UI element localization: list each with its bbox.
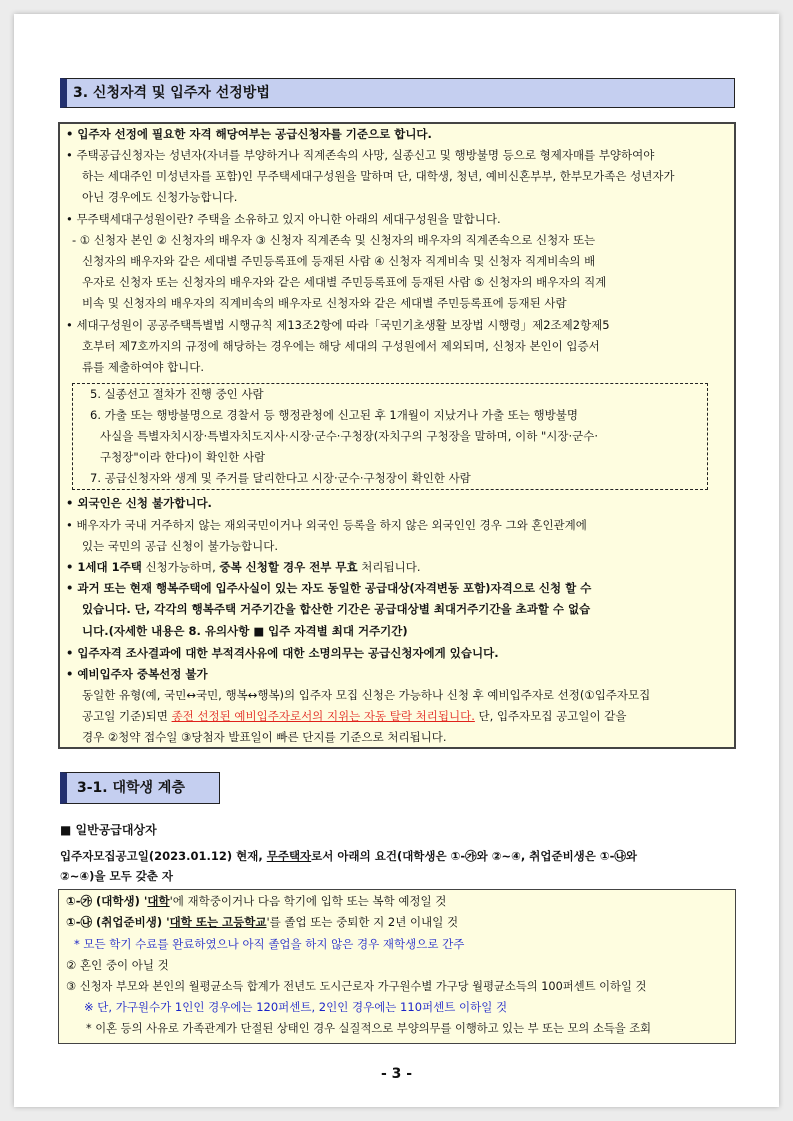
criteria-note: * 모든 학기 수료를 완료하였으나 아직 졸업을 하지 않은 경우 재학생으로 간주: [74, 937, 465, 951]
rule-line: • 주택공급신청자는 성년자(자녀를 부양하거나 직계존속의 사망, 실종신고 및 행방불명 등으로 형제자매를 부양하여야: [66, 148, 655, 162]
criteria-line: ② 혼인 중이 아닐 것: [66, 958, 169, 972]
criteria-note: * 이혼 등의 사유로 가족관계가 단절된 상태인 경우 실질적으로 부양의무를 이행하고 있는 부 또는 모의 소득을 조회: [86, 1022, 652, 1035]
rule-line: • 예비입주자 중복선정 불가: [66, 667, 208, 681]
rule-line: • 입주자 선정에 필요한 자격 해당여부는 공급신청자를 기준으로 합니다.: [66, 127, 432, 141]
rule-line: • 배우자가 국내 거주하지 않는 재외국민이거나 외국인 등록을 하지 않은 외국인인 경우 그와 혼인관계에: [66, 518, 587, 532]
rule-line: 류를 제출하여야 합니다.: [82, 360, 205, 374]
rule-line: 신청자의 배우자와 같은 세대별 주민등록표에 등재된 사람 ④ 신청자 직계비속 및 신청자 직계비속의 배: [82, 254, 596, 268]
excluded-item: 6. 가출 또는 행방불명으로 경찰서 등 행정관청에 신고된 후 1개월이 지났거나 가출 또는 행방불명: [90, 408, 578, 422]
red-warning-text: 종전 선정된 예비입주자로서의 지위는 자동 탈락 처리됩니다.: [171, 709, 475, 723]
excluded-item: 사실을 특별자치시장·특별자치도지사·시장·군수·구청장(자치구의 구청장을 말하며, 이하 "시장·군수·: [100, 429, 598, 443]
rule-line: 아닌 경우에도 신청가능합니다.: [82, 190, 238, 204]
rule-line: • 입주자격 조사결과에 대한 부적격사유에 대한 소명의무는 공급신청자에게 있습니다.: [66, 646, 499, 660]
rule-line: • 무주택세대구성원이란? 주택을 소유하고 있지 아니한 아래의 세대구성원을 말합니다.: [66, 212, 501, 226]
rule-line: • 외국인은 신청 불가합니다.: [66, 496, 212, 510]
requirement-line: ②~④)을 모두 갖춘 자: [60, 869, 174, 883]
criteria-note: ※ 단, 가구원수가 1인인 경우에는 120퍼센트, 2인인 경우에는 110퍼센트 이하일 것: [84, 1000, 508, 1014]
rule-line: 있습니다. 단, 각각의 행복주택 거주기간을 합산한 기간은 공급대상별 최대거주기간을 초과할 수 없습: [82, 602, 591, 616]
rule-line: • 과거 또는 현재 행복주택에 입주사실이 있는 자도 동일한 공급대상(자격변동 포함)자격으로 신청 할 수: [66, 581, 592, 595]
general-heading: ■ 일반공급대상자: [60, 823, 157, 837]
criteria-line: ①-㉯ (취업준비생) '대학 또는 고등학교'를 졸업 또는 중퇴한 지 2년 이내일 것: [66, 915, 459, 929]
excluded-item: 5. 실종선고 절차가 진행 중인 사람: [90, 387, 264, 401]
criteria-line: ③ 신청자 부모와 본인의 월평균소득 합계가 전년도 도시근로자 가구원수별 가구당 월평균소득의 100퍼센트 이하일 것: [66, 980, 647, 993]
section-title: 3. 신청자격 및 입주자 선정방법: [60, 78, 735, 108]
subsection-title: 3-1. 대학생 계층: [60, 772, 220, 804]
rule-line: • 세대구성원이 공공주택특별법 시행규칙 제13조2항에 따라「국민기초생활 보장법 시행령」제2조제2항제5: [66, 318, 610, 332]
rule-line: 하는 세대주인 미성년자를 포함)인 무주택세대구성원을 말하며 단, 대학생, 청년, 예비신혼부부, 한부모가족은 성년자가: [82, 169, 675, 183]
rule-line: 있는 국민의 공급 신청이 불가능합니다.: [82, 539, 279, 553]
duplicate-rule: • 1세대 1주택 신청가능하며, 중복 신청할 경우 전부 무효 처리됩니다.: [66, 560, 421, 574]
rule-line: 호부터 제7호까지의 규정에 해당하는 경우에는 해당 세대의 구성원에서 제외되며, 신청자 본인이 입증서: [82, 339, 600, 353]
requirement-line: 입주자모집공고일(2023.01.12) 현재, 무주택자로서 아래의 요건(대학생은 ①-㉮와 ②~④, 취업준비생은 ①-㉯와: [60, 849, 638, 863]
page-number: - 3 -: [380, 1066, 413, 1082]
reserve-warning-line: 공고일 기준)되면 종전 선정된 예비입주자로서의 지위는 자동 탈락 처리됩니다. 단, 입주자모집 공고일이 같을: [82, 709, 627, 723]
rule-line: 우자로 신청자 또는 신청자의 배우자와 같은 세대별 주민등록표에 등재된 사람 ⑤ 신청자의 배우자의 직계: [82, 275, 607, 289]
rule-line: 경우 ②청약 접수일 ③당첨자 발표일이 빠른 단지를 기준으로 처리됩니다.: [82, 730, 447, 744]
rule-line: 동일한 유형(예, 국민↔국민, 행복↔행복)의 입주자 모집 신청은 가능하나 신청 후 예비입주자로 선정(①입주자모집: [82, 688, 651, 702]
rule-line: - ① 신청자 본인 ② 신청자의 배우자 ③ 신청자 직계존속 및 신청자의 배우자의 직계존속으로 신청자 또는: [72, 233, 596, 247]
criteria-line: ①-㉮ (대학생) '대학'에 재학중이거나 다음 학기에 입학 또는 복학 예정일 것: [66, 894, 447, 908]
rule-line: 니다.(자세한 내용은 8. 유의사항 ■ 입주 자격별 최대 거주기간): [82, 624, 408, 638]
excluded-item: 7. 공급신청자와 생계 및 주거를 달리한다고 시장·군수·구청장이 확인한 사람: [90, 471, 471, 485]
rule-line: 비속 및 신청자의 배우자의 직계비속의 배우자로 신청자와 같은 세대별 주민등록표에 등재된 사람: [82, 296, 567, 310]
excluded-item: 구청장"이라 한다)이 확인한 사람: [100, 450, 266, 464]
